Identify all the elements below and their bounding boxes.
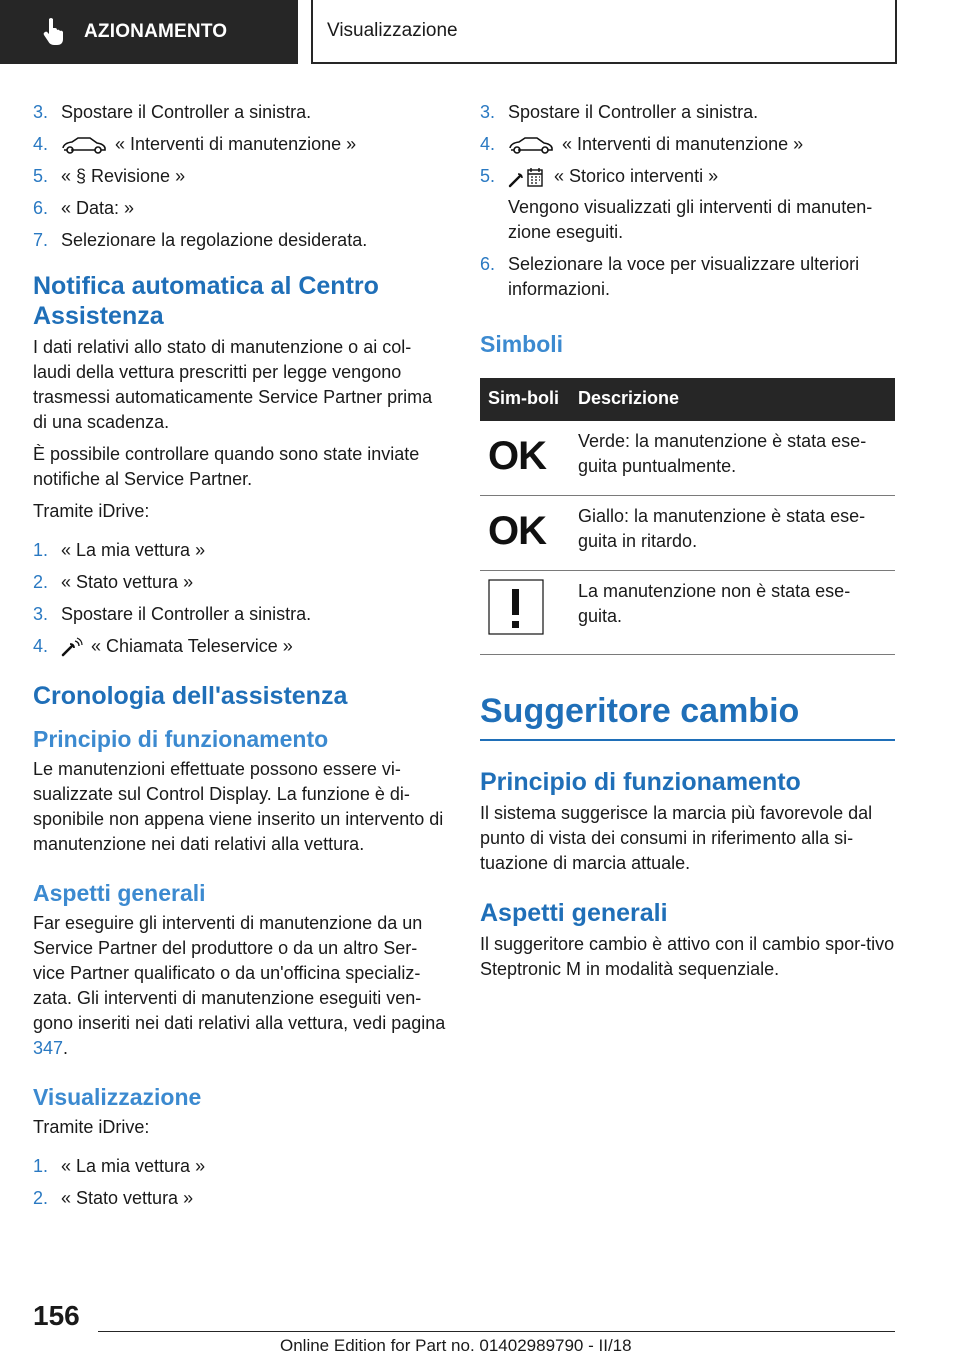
list-item xyxy=(33,538,448,563)
paragraph: Tramite iDrive: xyxy=(33,501,150,521)
list-item xyxy=(33,1154,448,1179)
paragraph: È possibile controllare quando sono state inviate notifiche al Service Partner. xyxy=(33,444,420,489)
steps-list xyxy=(480,100,895,302)
section-tab xyxy=(0,0,298,64)
step-text: Selezionare la regolazione desiderata. xyxy=(61,230,368,250)
footer-divider xyxy=(98,1331,895,1332)
table-header-row xyxy=(480,378,895,421)
page-number: 156 xyxy=(33,1300,80,1331)
paragraph: Le manutenzioni effettuate possono essere vi-sualizzate sul Control Display. La funzione è di-sponibile non appena viene inserito un intervento di manutenzione nei dati relativi alla vettura. xyxy=(33,759,444,854)
ok-symbol: OK xyxy=(488,509,546,553)
list-item xyxy=(33,1186,448,1211)
description-cell: Giallo: la manutenzione è stata ese-guita in ritardo. xyxy=(570,496,895,571)
paragraph: Il sistema suggerisce la marcia più favorevole dal punto di vista dei consumi in riferimento alla si-tuazione di marcia attuale. xyxy=(480,803,873,873)
step-number: 6. xyxy=(480,254,496,274)
list-item xyxy=(33,164,448,189)
list-item xyxy=(480,100,895,125)
paragraph: Tramite iDrive: xyxy=(33,1117,150,1137)
steps-list xyxy=(33,100,448,253)
step-number: 2. xyxy=(33,572,49,592)
step-number: 5. xyxy=(480,166,496,186)
section-label: AZIONAMENTO xyxy=(84,21,228,42)
left-column xyxy=(33,100,448,1218)
step-number: 7. xyxy=(33,230,49,250)
paragraph: Il suggeritore cambio è attivo con il cambio spor-tivo Steptronic M in modalità sequenziale. xyxy=(480,934,895,979)
section-heading: Aspetti generali xyxy=(480,899,668,927)
step-subtext: Vengono visualizzati gli interventi di manuten-zione eseguiti. xyxy=(508,197,873,242)
step-text: Selezionare la voce per visualizzare ulteriori informazioni. xyxy=(508,254,860,299)
list-item xyxy=(33,634,448,659)
step-number: 3. xyxy=(33,102,49,122)
step-text: « Storico interventi » xyxy=(554,166,719,186)
step-number: 4. xyxy=(33,134,49,154)
list-item xyxy=(33,570,448,595)
paragraph xyxy=(33,911,448,1061)
step-text: « § Revisione » xyxy=(61,166,186,186)
step-text: « Stato vettura » xyxy=(61,1188,194,1208)
step-number: 3. xyxy=(33,604,49,624)
step-text: « Chiamata Teleservice » xyxy=(91,636,293,656)
column-header: Sim-boli xyxy=(480,378,570,421)
subsection-heading: Aspetti generali xyxy=(33,880,206,906)
step-number: 1. xyxy=(33,1156,49,1176)
symbol-cell xyxy=(480,421,570,496)
step-text: Spostare il Controller a sinistra. xyxy=(508,102,759,122)
list-item xyxy=(33,602,448,627)
subsection-heading: Simboli xyxy=(480,331,564,357)
step-number: 1. xyxy=(33,540,49,560)
footer-edition: Online Edition for Part no. 01402989790 - II/18 xyxy=(280,1336,632,1355)
car-icon xyxy=(508,136,554,154)
step-text: Spostare il Controller a sinistra. xyxy=(61,604,312,624)
section-heading: Principio di funzionamento xyxy=(480,768,801,796)
right-column xyxy=(480,100,895,989)
symbol-cell xyxy=(480,496,570,571)
list-item xyxy=(480,132,895,157)
step-number: 4. xyxy=(33,636,49,656)
step-text: « La mia vettura » xyxy=(61,1156,206,1176)
paragraph-text: Far eseguire gli interventi di manutenzione da un Service Partner del produttore o da un altro Ser-vice Partner qualificato o da un'officina specializ-zata. Gli interventi di manutenzione eseguiti ven-gono inseriti nei dati relativi alla vettura, vedi pagina xyxy=(33,913,446,1033)
symbol-cell xyxy=(480,571,570,655)
symbols-table xyxy=(480,378,895,655)
step-text: « Interventi di manutenzione » xyxy=(115,134,357,154)
description-cell: Verde: la manutenzione è stata ese-guita puntualmente. xyxy=(570,421,895,496)
paragraph: I dati relativi allo stato di manutenzione o ai col-laudi della vettura prescritti per legge vengono trasmessi automaticamente Service Partner prima di una scadenza. xyxy=(33,337,433,432)
table-row xyxy=(480,421,895,496)
list-item xyxy=(480,252,895,302)
paragraph-end: . xyxy=(63,1038,69,1058)
description-cell: La manutenzione non è stata ese-guita. xyxy=(570,571,895,655)
step-text: « Interventi di manutenzione » xyxy=(562,134,804,154)
step-number: 2. xyxy=(33,1188,49,1208)
step-text: « Data: » xyxy=(61,198,135,218)
section-heading: Cronologia dell'assistenza xyxy=(33,682,348,710)
list-item xyxy=(33,196,448,221)
section-heading: Notifica automatica al Centro Assistenza xyxy=(33,272,379,330)
list-item xyxy=(480,164,895,245)
list-item xyxy=(33,100,448,125)
step-text-wrap xyxy=(508,164,895,245)
subsection-heading: Principio di funzionamento xyxy=(33,726,329,752)
page-title: Visualizzazione xyxy=(327,20,458,41)
step-text: « Stato vettura » xyxy=(61,572,194,592)
step-number: 3. xyxy=(480,102,496,122)
wrench-signal-icon xyxy=(61,637,83,657)
ok-symbol: OK xyxy=(488,434,546,478)
page-link[interactable]: 347 xyxy=(33,1038,64,1058)
car-icon xyxy=(61,136,107,154)
page-title-box xyxy=(311,0,897,64)
steps-list xyxy=(33,538,448,659)
hand-pointer-icon xyxy=(40,17,66,47)
chapter-heading: Suggeritore cambio xyxy=(480,691,895,741)
step-text-wrap xyxy=(61,634,448,659)
step-text-wrap xyxy=(61,132,448,157)
table-row xyxy=(480,571,895,655)
step-number: 4. xyxy=(480,134,496,154)
wrench-calendar-icon xyxy=(508,166,546,188)
list-item xyxy=(33,228,448,253)
step-text: « La mia vettura » xyxy=(61,540,206,560)
table-row xyxy=(480,496,895,571)
column-header: Descrizione xyxy=(570,378,895,421)
step-number: 6. xyxy=(33,198,49,218)
list-item xyxy=(33,132,448,157)
step-number: 5. xyxy=(33,166,49,186)
step-text: Spostare il Controller a sinistra. xyxy=(61,102,312,122)
step-text-wrap xyxy=(508,132,895,157)
subsection-heading: Visualizzazione xyxy=(33,1084,202,1110)
steps-list xyxy=(33,1154,448,1211)
warning-exclamation-icon xyxy=(488,579,544,635)
